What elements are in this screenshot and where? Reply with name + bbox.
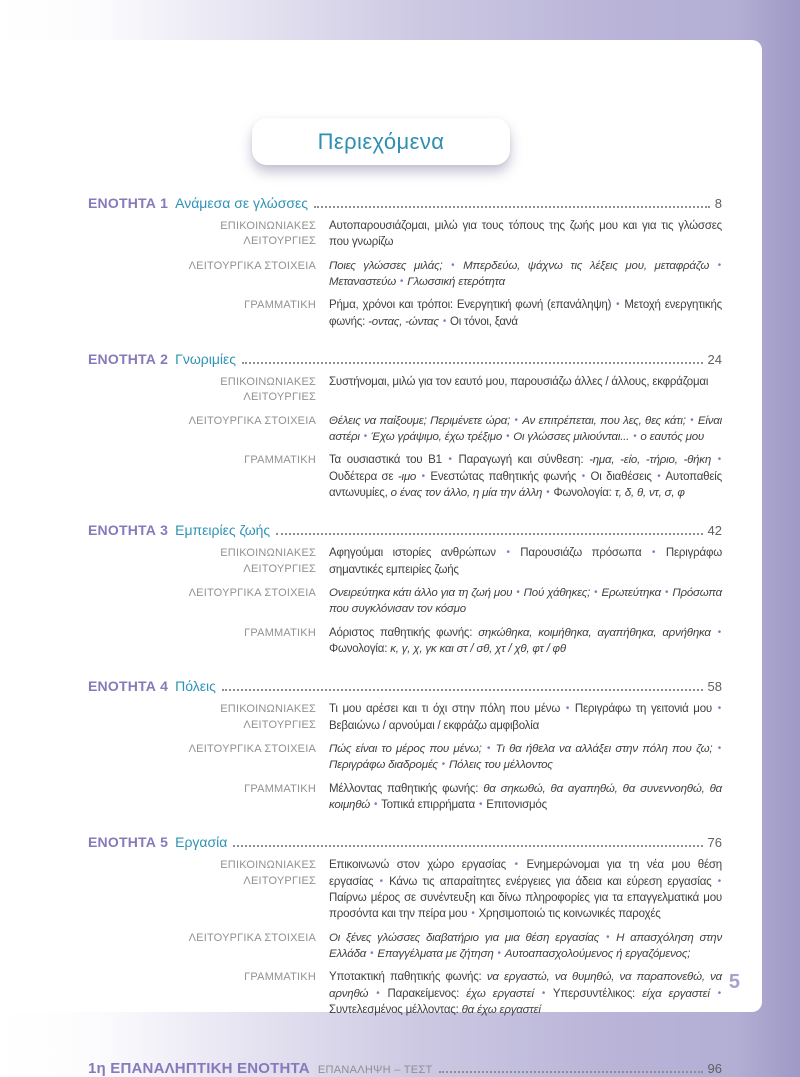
row-label: ΓΡΑΜΜΑΤΙΚΗ <box>244 299 316 312</box>
dotted-leader <box>242 351 703 364</box>
dotted-leader <box>314 195 710 208</box>
row-text: Θέλεις να παίξουμε; Περιμένετε ώρα; • Αν επιτρέπεται, που λες, θες κάτι; • Είναι αστέρι • Έχω γράψιμο, έχω τρέξιμο • Οι γλώσσες μιλιούνται... • ο εαυτός μου <box>329 414 722 444</box>
row-label: ΓΡΑΜΜΑΤΙΚΗ <box>244 782 316 795</box>
row-text: Επικοινωνώ στον χώρο εργασίας • Ενημερώνομαι για τη νέα μου θέση εργασίας • Κάνω τις απαραίτητες ενέργειες για άδεια και εύρεση εργασίας • Παίρνω μέρος σε συνέντευξη και δίνω πληροφορίες για τα επαγγελματικά μου προσόντα και την πείρα μου • Χρησιμοποιώ τις κοινωνικές παροχές <box>329 859 722 921</box>
review-unit-sublabel: ΕΠΑΝΑΛΗΨΗ – ΤΕΣΤ <box>317 1064 433 1077</box>
row-text: Ονειρεύτηκα κάτι άλλο για τη ζωή μου • Πού χάθηκες; • Ερωτεύτηκα • Πρόσωπα που συγκλόνισαν τον κόσμο <box>329 587 722 616</box>
toc-unit-5 <box>88 834 722 1018</box>
row-text: Πώς είναι το μέρος που μένω; • Τι θα ήθελα να αλλάξει στην πόλη που ζω; • Περιγράφω διαδρομές • Πόλεις του μέλλοντος <box>329 743 721 772</box>
page-sheet <box>0 40 762 1077</box>
toc-row <box>88 741 722 774</box>
row-text: Αφηγούμαι ιστορίες ανθρώπων • Παρουσιάζω πρόσωπα • Περιγράφω σημαντικές εμπειρίες ζωής <box>329 547 722 576</box>
toc-row <box>88 585 722 618</box>
unit-page-number: 8 <box>714 196 722 211</box>
row-label: ΕΠΙΚΟΙΝΩΝΙΑΚΕΣ ΛΕΙΤΟΥΡΓΙΕΣ <box>220 547 316 575</box>
unit-page-number: 24 <box>707 351 722 367</box>
toc-row <box>88 625 722 658</box>
toc-row <box>88 297 722 330</box>
toc-unit-1 <box>88 195 722 330</box>
review-page-number: 96 <box>707 1061 722 1077</box>
unit-title: Γνωριμίες <box>175 350 236 367</box>
row-text: Μέλλοντας παθητικής φωνής: θα σηκωθώ, θα αγαπηθώ, θα συνεννοηθώ, θα κοιμηθώ • Τοπικά επιρρήματα • Επιτονισμός <box>329 782 722 811</box>
row-text: Αυτοπαρουσιάζομαι, μιλώ για τους τόπους της ζωής μου και για τις γλώσσες που γνωρίζω <box>329 220 722 249</box>
unit-heading <box>88 351 722 367</box>
toc-row <box>88 452 722 501</box>
toc-row <box>88 413 722 446</box>
row-text: Υποτακτική παθητικής φωνής: να εργαστώ, να θυμηθώ, να παραπονεθώ, να αρνηθώ • Παρακείμενος: έχω εργαστεί • Υπερσυντέλικος: είχα εργαστεί • Συντελεσμένος μέλλοντας: θα έχω εργαστεί <box>329 971 723 1016</box>
unit-title: Ανάμεσα σε γλώσσες <box>175 195 308 211</box>
row-text: Τι μου αρέσει και τι όχι στην πόλη που μένω • Περιγράφω τη γειτονιά μου • Βεβαιώνω / αρνούμαι / εκφράζω αμφιβολία <box>329 703 722 732</box>
row-label: ΕΠΙΚΟΙΝΩΝΙΑΚΕΣ ΛΕΙΤΟΥΡΓΙΕΣ <box>220 859 316 887</box>
dotted-leader <box>233 834 702 847</box>
row-label: ΕΠΙΚΟΙΝΩΝΙΑΚΕΣ ΛΕΙΤΟΥΡΓΙΕΣ <box>220 703 316 731</box>
row-text: Τα ουσιαστικά του Β1 • Παραγωγή και σύνθεση: -ημα, -είο, -τήριο, -θήκη • Ουδέτερα σε -ιμο • Ενεστώτας παθητικής φωνής • Οι διαθέσεις • Αυτοπαθείς αντωνυμίες, ο ένας τον άλλο, η μία την άλλη • Φωνολογία: τ, δ, θ, ντ, σ, φ <box>329 454 722 500</box>
unit-page-number: 58 <box>707 679 722 695</box>
unit-label: ΕΝΟΤΗΤΑ 5 <box>88 834 169 851</box>
unit-heading <box>88 834 722 850</box>
dotted-leader <box>439 1060 703 1073</box>
row-label: ΛΕΙΤΟΥΡΓΙΚΑ ΣΤΟΙΧΕΙΑ <box>188 931 316 944</box>
unit-page-number: 42 <box>707 523 722 539</box>
row-label: ΛΕΙΤΟΥΡΓΙΚΑ ΣΤΟΙΧΕΙΑ <box>188 743 316 756</box>
page-title: Περιεχόμενα <box>317 128 445 154</box>
row-text: Ποιες γλώσσες μιλάς; • Μπερδεύω, ψάχνω τις λέξεις μου, μεταφράζω • Μεταναστεύω • Γλωσσική ετερότητα <box>329 259 721 288</box>
row-text: Αόριστος παθητικής φωνής: σηκώθηκα, κοιμήθηκα, αγαπήθηκα, αρνήθηκα • Φωνολογία: κ, γ, χ, γκ και στ / σθ, χτ / χθ, φτ / φθ <box>329 626 721 656</box>
toc-row <box>88 374 722 406</box>
row-text: Ρήμα, χρόνοι και τρόποι: Ενεργητική φωνή (επανάληψη) • Μετοχή ενεργητικής φωνής: -οντας, -ώντας • Οι τόνοι, ξανά <box>329 299 722 328</box>
row-label: ΕΠΙΚΟΙΝΩΝΙΑΚΕΣ ΛΕΙΤΟΥΡΓΙΕΣ <box>220 220 316 248</box>
unit-title: Εμπειρίες ζωής <box>175 522 271 539</box>
toc-row <box>88 218 722 251</box>
toc-unit-3 <box>88 522 722 657</box>
unit-label: ΕΝΟΤΗΤΑ 1 <box>88 195 169 211</box>
row-text: Οι ξένες γλώσσες διαβατήριο για μια θέση εργασίας • Η απασχόληση στην Ελλάδα • Επαγγέλματα με ζήτηση • Αυτοαπασχολούμενος ή εργαζόμενος; <box>329 931 723 960</box>
contents-title-badge <box>252 118 510 165</box>
review-unit-label: 1η ΕΠΑΝΑΛΗΠΤΙΚΗ ΕΝΟΤΗΤΑ <box>88 1060 310 1077</box>
row-label: ΕΠΙΚΟΙΝΩΝΙΑΚΕΣ ΛΕΙΤΟΥΡΓΙΕΣ <box>220 375 316 404</box>
toc-row <box>88 258 722 291</box>
row-label: ΓΡΑΜΜΑΤΙΚΗ <box>244 626 316 639</box>
dotted-leader <box>276 522 702 535</box>
toc-unit-4 <box>88 678 722 813</box>
dotted-leader <box>222 678 703 691</box>
row-label: ΛΕΙΤΟΥΡΓΙΚΑ ΣΤΟΙΧΕΙΑ <box>188 587 316 600</box>
unit-heading <box>88 195 722 211</box>
row-label: ΛΕΙΤΟΥΡΓΙΚΑ ΣΤΟΙΧΕΙΑ <box>188 414 316 427</box>
toc-row <box>88 930 722 963</box>
toc-row <box>88 781 722 814</box>
table-of-contents <box>88 195 722 1077</box>
unit-heading <box>88 678 722 694</box>
toc-row <box>88 857 722 922</box>
unit-label: ΕΝΟΤΗΤΑ 2 <box>88 350 169 367</box>
toc-unit-2 <box>88 351 722 501</box>
row-text: Συστήνομαι, μιλώ για τον εαυτό μου, παρουσιάζω άλλες / άλλους, εκφράζομαι <box>329 375 709 388</box>
unit-label: ΕΝΟΤΗΤΑ 3 <box>88 522 169 539</box>
row-label: ΓΡΑΜΜΑΤΙΚΗ <box>244 454 316 467</box>
folio-page-number: 5 <box>728 971 740 993</box>
toc-row <box>88 969 722 1018</box>
toc-row <box>88 701 722 734</box>
unit-title: Πόλεις <box>175 678 216 695</box>
unit-page-number: 76 <box>707 835 722 851</box>
unit-heading <box>88 522 722 538</box>
unit-title: Εργασία <box>175 834 228 851</box>
review-unit-entry <box>88 1060 722 1077</box>
unit-label: ΕΝΟΤΗΤΑ 4 <box>88 678 169 695</box>
row-label: ΓΡΑΜΜΑΤΙΚΗ <box>244 971 316 984</box>
toc-row <box>88 545 722 578</box>
row-label: ΛΕΙΤΟΥΡΓΙΚΑ ΣΤΟΙΧΕΙΑ <box>188 259 316 272</box>
